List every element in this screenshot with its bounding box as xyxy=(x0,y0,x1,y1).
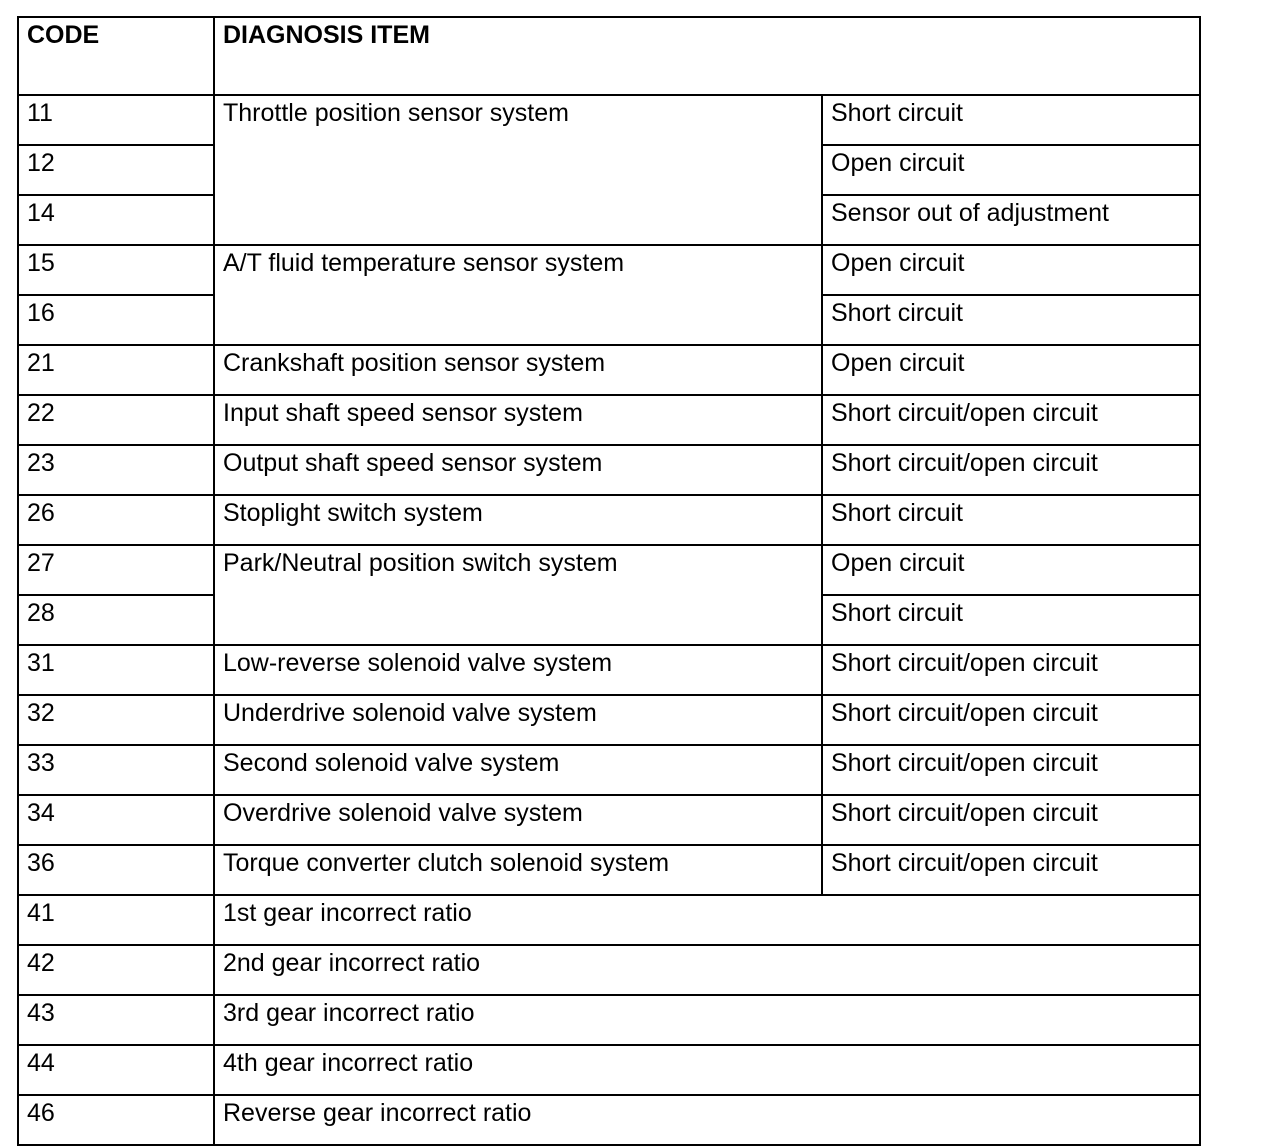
condition-cell: Short circuit xyxy=(822,95,1200,145)
system-cell: Input shaft speed sensor system xyxy=(214,395,822,445)
code-cell: 21 xyxy=(18,345,214,395)
code-cell: 46 xyxy=(18,1095,214,1145)
code-cell: 42 xyxy=(18,945,214,995)
code-cell: 28 xyxy=(18,595,214,645)
code-cell: 12 xyxy=(18,145,214,195)
code-cell: 33 xyxy=(18,745,214,795)
system-cell: 1st gear incorrect ratio xyxy=(214,895,1200,945)
code-cell: 26 xyxy=(18,495,214,545)
code-cell: 41 xyxy=(18,895,214,945)
system-cell: Reverse gear incorrect ratio xyxy=(214,1095,1200,1145)
code-cell: 36 xyxy=(18,845,214,895)
table-row xyxy=(18,795,1200,845)
code-cell: 32 xyxy=(18,695,214,745)
condition-cell: Short circuit/open circuit xyxy=(822,745,1200,795)
code-cell: 44 xyxy=(18,1045,214,1095)
condition-cell: Short circuit xyxy=(822,295,1200,345)
condition-cell: Short circuit/open circuit xyxy=(822,795,1200,845)
system-cell: Crankshaft position sensor system xyxy=(214,345,822,395)
condition-cell: Open circuit xyxy=(822,345,1200,395)
condition-cell: Open circuit xyxy=(822,245,1200,295)
header-diagnosis-item: DIAGNOSIS ITEM xyxy=(214,17,1200,95)
system-cell: 4th gear incorrect ratio xyxy=(214,1045,1200,1095)
table-row xyxy=(18,945,1200,995)
table-row xyxy=(18,695,1200,745)
table-row xyxy=(18,745,1200,795)
diagnosis-code-table xyxy=(17,16,1201,1146)
table-row xyxy=(18,895,1200,945)
table-row xyxy=(18,1045,1200,1095)
table-row xyxy=(18,645,1200,695)
code-cell: 22 xyxy=(18,395,214,445)
code-cell: 15 xyxy=(18,245,214,295)
condition-cell: Short circuit/open circuit xyxy=(822,695,1200,745)
condition-cell: Short circuit/open circuit xyxy=(822,845,1200,895)
system-cell: Underdrive solenoid valve system xyxy=(214,695,822,745)
system-cell: 3rd gear incorrect ratio xyxy=(214,995,1200,1045)
condition-cell: Short circuit/open circuit xyxy=(822,645,1200,695)
system-cell: Low-reverse solenoid valve system xyxy=(214,645,822,695)
condition-cell: Short circuit/open circuit xyxy=(822,445,1200,495)
code-cell: 34 xyxy=(18,795,214,845)
code-cell: 31 xyxy=(18,645,214,695)
condition-cell: Short circuit xyxy=(822,495,1200,545)
table-row xyxy=(18,395,1200,445)
system-cell: Overdrive solenoid valve system xyxy=(214,795,822,845)
code-cell: 16 xyxy=(18,295,214,345)
condition-cell: Short circuit/open circuit xyxy=(822,395,1200,445)
header-code: CODE xyxy=(18,17,214,95)
condition-cell: Open circuit xyxy=(822,145,1200,195)
code-cell: 27 xyxy=(18,545,214,595)
table-row xyxy=(18,95,1200,145)
system-cell: Park/Neutral position switch system xyxy=(214,545,822,645)
table-row xyxy=(18,995,1200,1045)
condition-cell: Sensor out of adjustment xyxy=(822,195,1200,245)
system-cell: Stoplight switch system xyxy=(214,495,822,545)
system-cell: Throttle position sensor system xyxy=(214,95,822,245)
system-cell: 2nd gear incorrect ratio xyxy=(214,945,1200,995)
table-row xyxy=(18,1095,1200,1145)
table-row xyxy=(18,245,1200,295)
table-row xyxy=(18,345,1200,395)
code-cell: 14 xyxy=(18,195,214,245)
table-header-row xyxy=(18,17,1200,95)
condition-cell: Short circuit xyxy=(822,595,1200,645)
table-row xyxy=(18,845,1200,895)
code-cell: 23 xyxy=(18,445,214,495)
system-cell: A/T fluid temperature sensor system xyxy=(214,245,822,345)
table-row xyxy=(18,545,1200,595)
system-cell: Second solenoid valve system xyxy=(214,745,822,795)
code-cell: 43 xyxy=(18,995,214,1045)
system-cell: Output shaft speed sensor system xyxy=(214,445,822,495)
code-cell: 11 xyxy=(18,95,214,145)
table-row xyxy=(18,495,1200,545)
table-row xyxy=(18,445,1200,495)
condition-cell: Open circuit xyxy=(822,545,1200,595)
system-cell: Torque converter clutch solenoid system xyxy=(214,845,822,895)
